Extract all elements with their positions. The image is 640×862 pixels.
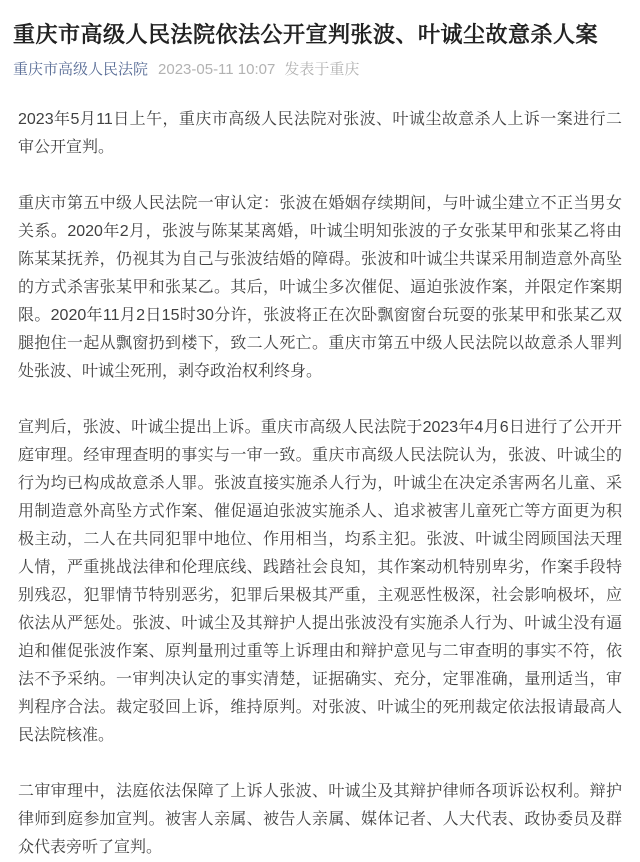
article-meta	[0, 50, 640, 80]
article-title: 重庆市高级人民法院依法公开宣判张波、叶诚尘故意杀人案	[13, 22, 599, 47]
paragraph-2: 重庆市第五中级人民法院一审认定：张波在婚姻存续期间，与叶诚尘建立不正当男女关系。2020年2月，张波与陈某某离婚，叶诚尘明知张波的子女张某甲和张某乙将由陈某某抚养，仍视其为自己与张波结婚的障碍。张波和叶诚尘共谋采用制造意外高坠的方式杀害张某甲和张某乙。其后，叶诚尘多次催促、逼迫张波作案，并限定作案期限。2020年11月2日15时30分许，张波将正在次卧飘窗窗台玩耍的张某甲和张某乙双腿抱住一起从飘窗扔到楼下，致二人死亡。重庆市第五中级人民法院以故意杀人罪判处张波、叶诚尘死刑，剥夺政治权利终身。	[18, 195, 622, 380]
paragraph-1: 2023年5月11日上午，重庆市高级人民法院对张波、叶诚尘故意杀人上诉一案进行二审公开宣判。	[18, 111, 622, 156]
paragraph-4: 二审审理中，法庭依法保障了上诉人张波、叶诚尘及其辩护律师各项诉讼权利。辩护律师到庭参加宣判。被害人亲属、被告人亲属、媒体记者、人大代表、政协委员及群众代表旁听了宣判。	[18, 783, 622, 856]
paragraph-3: 宣判后，张波、叶诚尘提出上诉。重庆市高级人民法院于2023年4月6日进行了公开开庭审理。经审理查明的事实与一审一致。重庆市高级人民法院认为，张波、叶诚尘的行为均已构成故意杀人罪。张波直接实施杀人行为，叶诚尘在决定杀害两名儿童、采用制造意外高坠方式作案、催促逼迫张波实施杀人、追求被害儿童死亡等方面更为积极主动，二人在共同犯罪中地位、作用相当，均系主犯。张波、叶诚尘罔顾国法天理人情，严重挑战法律和伦理底线、践踏社会良知，其作案动机特别卑劣，作案手段特别残忍，犯罪情节特别恶劣，犯罪后果极其严重，主观恶性极深，社会影响极坏，应依法从严惩处。张波、叶诚尘及其辩护人提出张波没有实施杀人行为、叶诚尘没有逼迫和催促张波作案、原判量刑过重等上诉理由和辩护意见与二审查明的事实不符，依法不予采纳。一审判决认定的事实清楚，证据确实、充分，定罪准确，量刑适当，审判程序合法。裁定驳回上诉，维持原判。对张波、叶诚尘的死刑裁定依法报请最高人民法院核准。	[18, 419, 622, 744]
publish-time: 2023-05-11 10:07	[158, 61, 276, 78]
publish-location: 发表于重庆	[284, 61, 360, 78]
account-name-link[interactable]: 重庆市高级人民法院	[13, 61, 149, 78]
article-body	[0, 80, 640, 862]
